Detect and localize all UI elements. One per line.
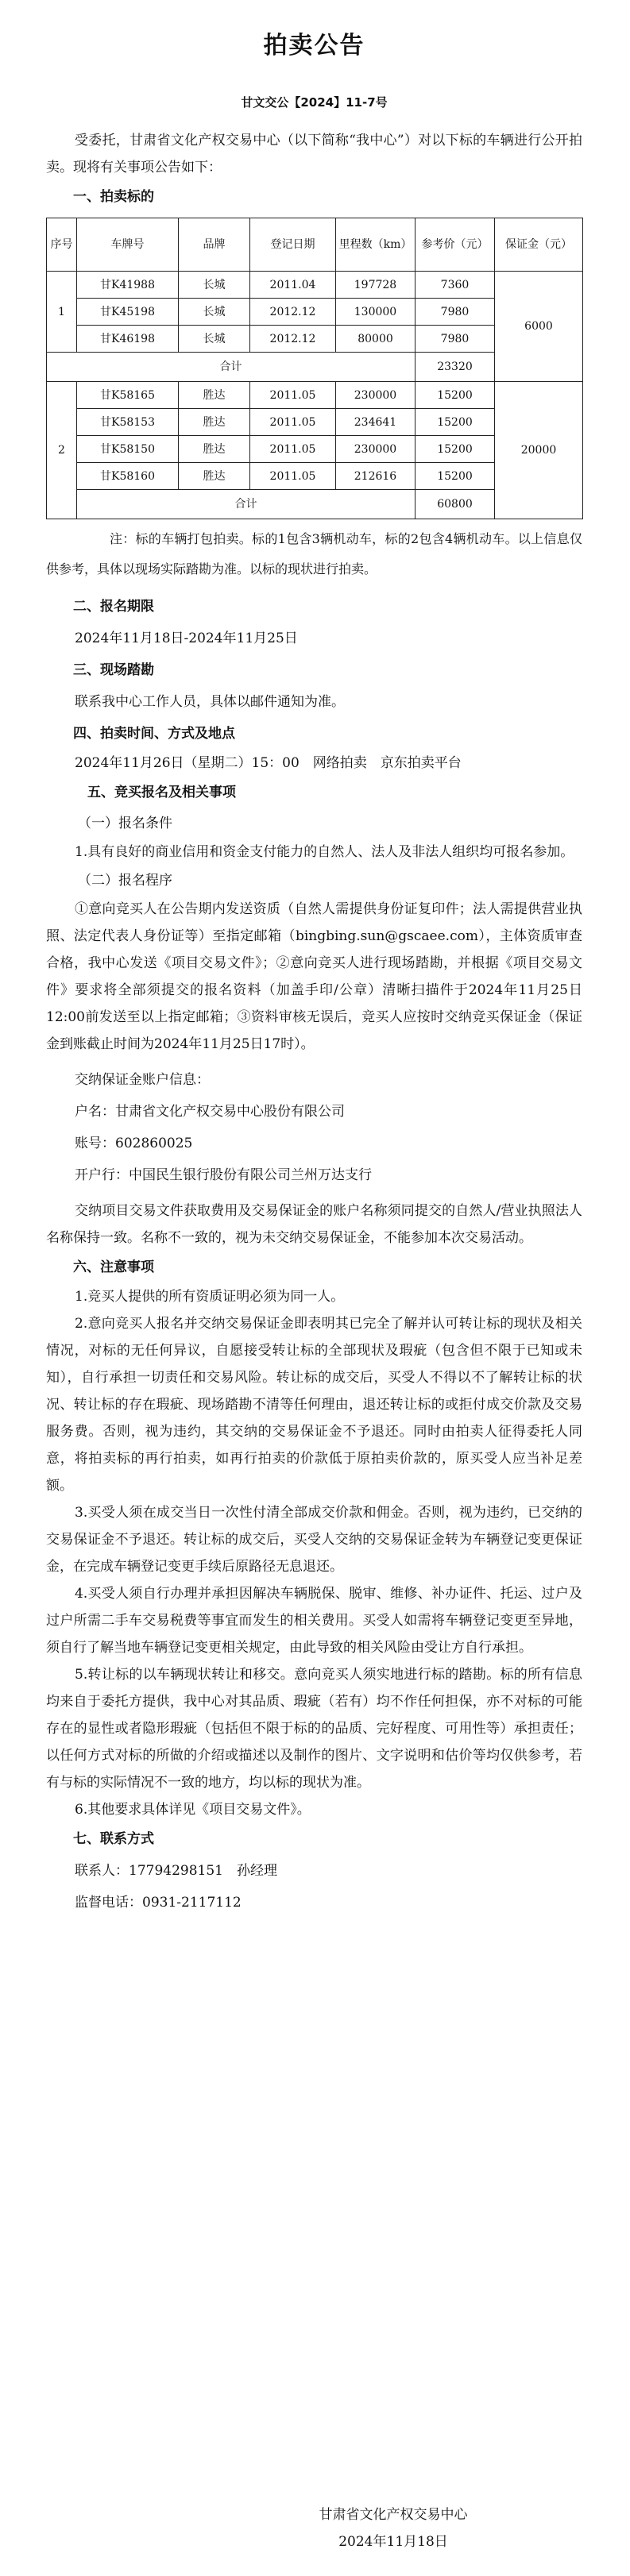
section2-heading: 二、报名期限	[73, 599, 154, 615]
sub2-heading: （二）报名程序	[78, 873, 172, 889]
header-cell: 品牌	[179, 218, 250, 272]
date-cell: 2011.05	[250, 409, 336, 436]
deposit-cell: 6000	[495, 272, 583, 382]
header-cell: 登记日期	[250, 218, 336, 272]
signature-date: 2024年11月18日	[338, 2534, 448, 2550]
price-cell: 15200	[415, 436, 495, 463]
document-number: 甘文交公【2024】11-7号	[241, 95, 388, 110]
header-cell: 保证金（元）	[495, 218, 583, 272]
auction-lots-table	[46, 218, 583, 519]
mileage-cell: 234641	[336, 409, 415, 436]
sub1-heading: （一）报名条件	[78, 816, 172, 831]
auction-time-place: 2024年11月26日（星期二）15：00 网络拍卖 京东拍卖平台	[75, 755, 462, 771]
account-heading: 交纳保证金账户信息：	[75, 1072, 210, 1088]
plate-cell: 甘K58160	[77, 463, 179, 490]
price-cell: 15200	[415, 382, 495, 409]
header-cell: 参考价（元）	[415, 218, 495, 272]
notice-item: 1.竞买人提供的所有资质证明必须为同一人。	[75, 1289, 345, 1305]
price-cell: 15200	[415, 409, 495, 436]
contact-person: 联系人：17794298151 孙经理	[75, 1863, 277, 1879]
table-note: 注：标的车辆打包拍卖。标的1包含3辆机动车，标的2包含4辆机动车。以上信息仅供参考，具体以现场实际踏勘为准。以标的现状进行拍卖。	[46, 531, 582, 577]
section3-heading: 三、现场踏勘	[73, 662, 154, 678]
brand-cell: 胜达	[179, 436, 250, 463]
notice-item: 4.买受人须自行办理并承担因解决车辆脱保、脱审、维修、补办证件、托运、过户及过户所需二手车交易税费等事宜而发生的相关费用。买受人如需将车辆登记变更至异地，须自行了解当地车辆登记变更相关规定，由此导致的相关风险由受让方自行承担。	[46, 1586, 582, 1656]
account-bank: 开户行：中国民生银行股份有限公司兰州万达支行	[75, 1167, 372, 1183]
table-row	[47, 272, 583, 299]
account-name: 户名：甘肃省文化产权交易中心股份有限公司	[75, 1104, 345, 1120]
plate-cell: 甘K41988	[77, 272, 179, 299]
section6-heading: 六、注意事项	[73, 1259, 154, 1275]
header-cell: 里程数（km）	[336, 218, 415, 272]
total-label: 合计	[77, 490, 415, 519]
signature-org: 甘肃省文化产权交易中心	[319, 2507, 468, 2523]
total-value: 60800	[415, 490, 495, 519]
date-cell: 2012.12	[250, 299, 336, 326]
date-cell: 2011.05	[250, 463, 336, 490]
eligibility-text: 1.具有良好的商业信用和资金支付能力的自然人、法人及非法人组织均可报名参加。	[75, 844, 574, 860]
price-cell: 7980	[415, 326, 495, 353]
notice-item: 6.其他要求具体详见《项目交易文件》。	[75, 1802, 311, 1818]
mileage-cell: 130000	[336, 299, 415, 326]
notice-item: 3.买受人须在成交当日一次性付清全部成交价款和佣金。否则，视为违约，已交纳的交易保证金不予退还。转让标的成交后，买受人交纳的交易保证金转为车辆登记变更保证金，在完成车辆登记变更手续后原路径无息退还。	[46, 1505, 582, 1575]
signature-block	[298, 2501, 489, 2555]
lot-number: 2	[47, 382, 77, 519]
registration-period: 2024年11月18日-2024年11月25日	[75, 631, 298, 646]
brand-cell: 胜达	[179, 409, 250, 436]
price-cell: 7360	[415, 272, 495, 299]
date-cell: 2011.05	[250, 436, 336, 463]
plate-cell: 甘K45198	[77, 299, 179, 326]
site-inspection-text: 联系我中心工作人员，具体以邮件通知为准。	[75, 694, 345, 710]
table-header-row	[47, 218, 583, 272]
deposit-cell: 20000	[495, 382, 583, 519]
section4-heading: 四、拍卖时间、方式及地点	[73, 726, 235, 742]
section7-heading: 七、联系方式	[73, 1831, 154, 1847]
mileage-cell: 230000	[336, 382, 415, 409]
intro-paragraph: 受委托，甘肃省文化产权交易中心（以下简称“我中心”）对以下标的车辆进行公开拍卖。现将有关事项公告如下：	[46, 133, 582, 175]
date-cell: 2011.05	[250, 382, 336, 409]
mileage-cell: 212616	[336, 463, 415, 490]
mileage-cell: 80000	[336, 326, 415, 353]
total-label: 合计	[47, 353, 415, 382]
price-cell: 7980	[415, 299, 495, 326]
mileage-cell: 230000	[336, 436, 415, 463]
notice-item: 2.意向竞买人报名并交纳交易保证金即表明其已完全了解并认可转让标的现状及相关情况，对标的无任何异议，自愿接受转让标的全部现状及瑕疵（包含但不限于已知或未知），自行承担一切责任和交易风险。转让标的成交后，买受人不得以不了解转让标的状况、转让标的存在瑕疵、现场踏勘不清等任何理由，退还转让标的或拒付成交价款及交易服务费。否则，视为违约，其交纳的交易保证金不予退还。同时由拍卖人征得委托人同意，将拍卖标的再行拍卖，如再行拍卖的价款低于原拍卖价款的，原买受人应当补足差额。	[46, 1316, 582, 1494]
account-note: 交纳项目交易文件获取费用及交易保证金的账户名称须同提交的自然人/营业执照法人名称保持一致。名称不一致的，视为未交纳交易保证金，不能参加本次交易活动。	[46, 1203, 582, 1246]
plate-cell: 甘K58165	[77, 382, 179, 409]
date-cell: 2012.12	[250, 326, 336, 353]
brand-cell: 长城	[179, 272, 250, 299]
price-cell: 15200	[415, 463, 495, 490]
section1-heading: 一、拍卖标的	[73, 189, 154, 205]
lot-number: 1	[47, 272, 77, 353]
mileage-cell: 197728	[336, 272, 415, 299]
notice-item: 5.转让标的以车辆现状转让和移交。意向竞买人须实地进行标的踏勘。标的所有信息均来自于委托方提供，我中心对其品质、瑕疵（若有）均不作任何担保，亦不对标的可能存在的显性或者隐形瑕疵（包括但不限于标的的品质、完好程度、可用性等）承担责任；以任何方式对标的所做的介绍或描述以及制作的图片、文字说明和估价等均仅供参考，若有与标的实际情况不一致的地方，均以标的现状为准。	[46, 1667, 582, 1791]
plate-cell: 甘K58150	[77, 436, 179, 463]
brand-cell: 长城	[179, 326, 250, 353]
header-cell: 车牌号	[77, 218, 179, 272]
registration-procedure: ①意向竞买人在公告期内发送资质（自然人需提供身份证复印件；法人需提供营业执照、法定代表人身份证等）至指定邮箱（bingbing.sun@gscaee.com），主体资质审查合格，我中心发送《项目交易文件》；②意向竞买人进行现场踏勘，并根据《项目交易文件》要求将全部须提交的报名资料（加盖手印/公章）清晰扫描件于2024年11月25日12:00前发送至以上指定邮箱；③资料审核无误后，竞买人应按时交纳竞买保证金（保证金到账截止时间为2024年11月25日17时）。	[46, 901, 582, 1052]
total-value: 23320	[415, 353, 495, 382]
account-number: 账号：602860025	[75, 1136, 193, 1151]
brand-cell: 胜达	[179, 382, 250, 409]
supervision-phone: 监督电话：0931-2117112	[75, 1895, 242, 1911]
plate-cell: 甘K58153	[77, 409, 179, 436]
section5-heading: 五、竞买报名及相关事项	[87, 785, 236, 800]
header-cell: 序号	[47, 218, 77, 272]
table-row	[47, 382, 583, 409]
brand-cell: 长城	[179, 299, 250, 326]
date-cell: 2011.04	[250, 272, 336, 299]
brand-cell: 胜达	[179, 463, 250, 490]
plate-cell: 甘K46198	[77, 326, 179, 353]
page-title: 拍卖公告	[263, 32, 365, 60]
